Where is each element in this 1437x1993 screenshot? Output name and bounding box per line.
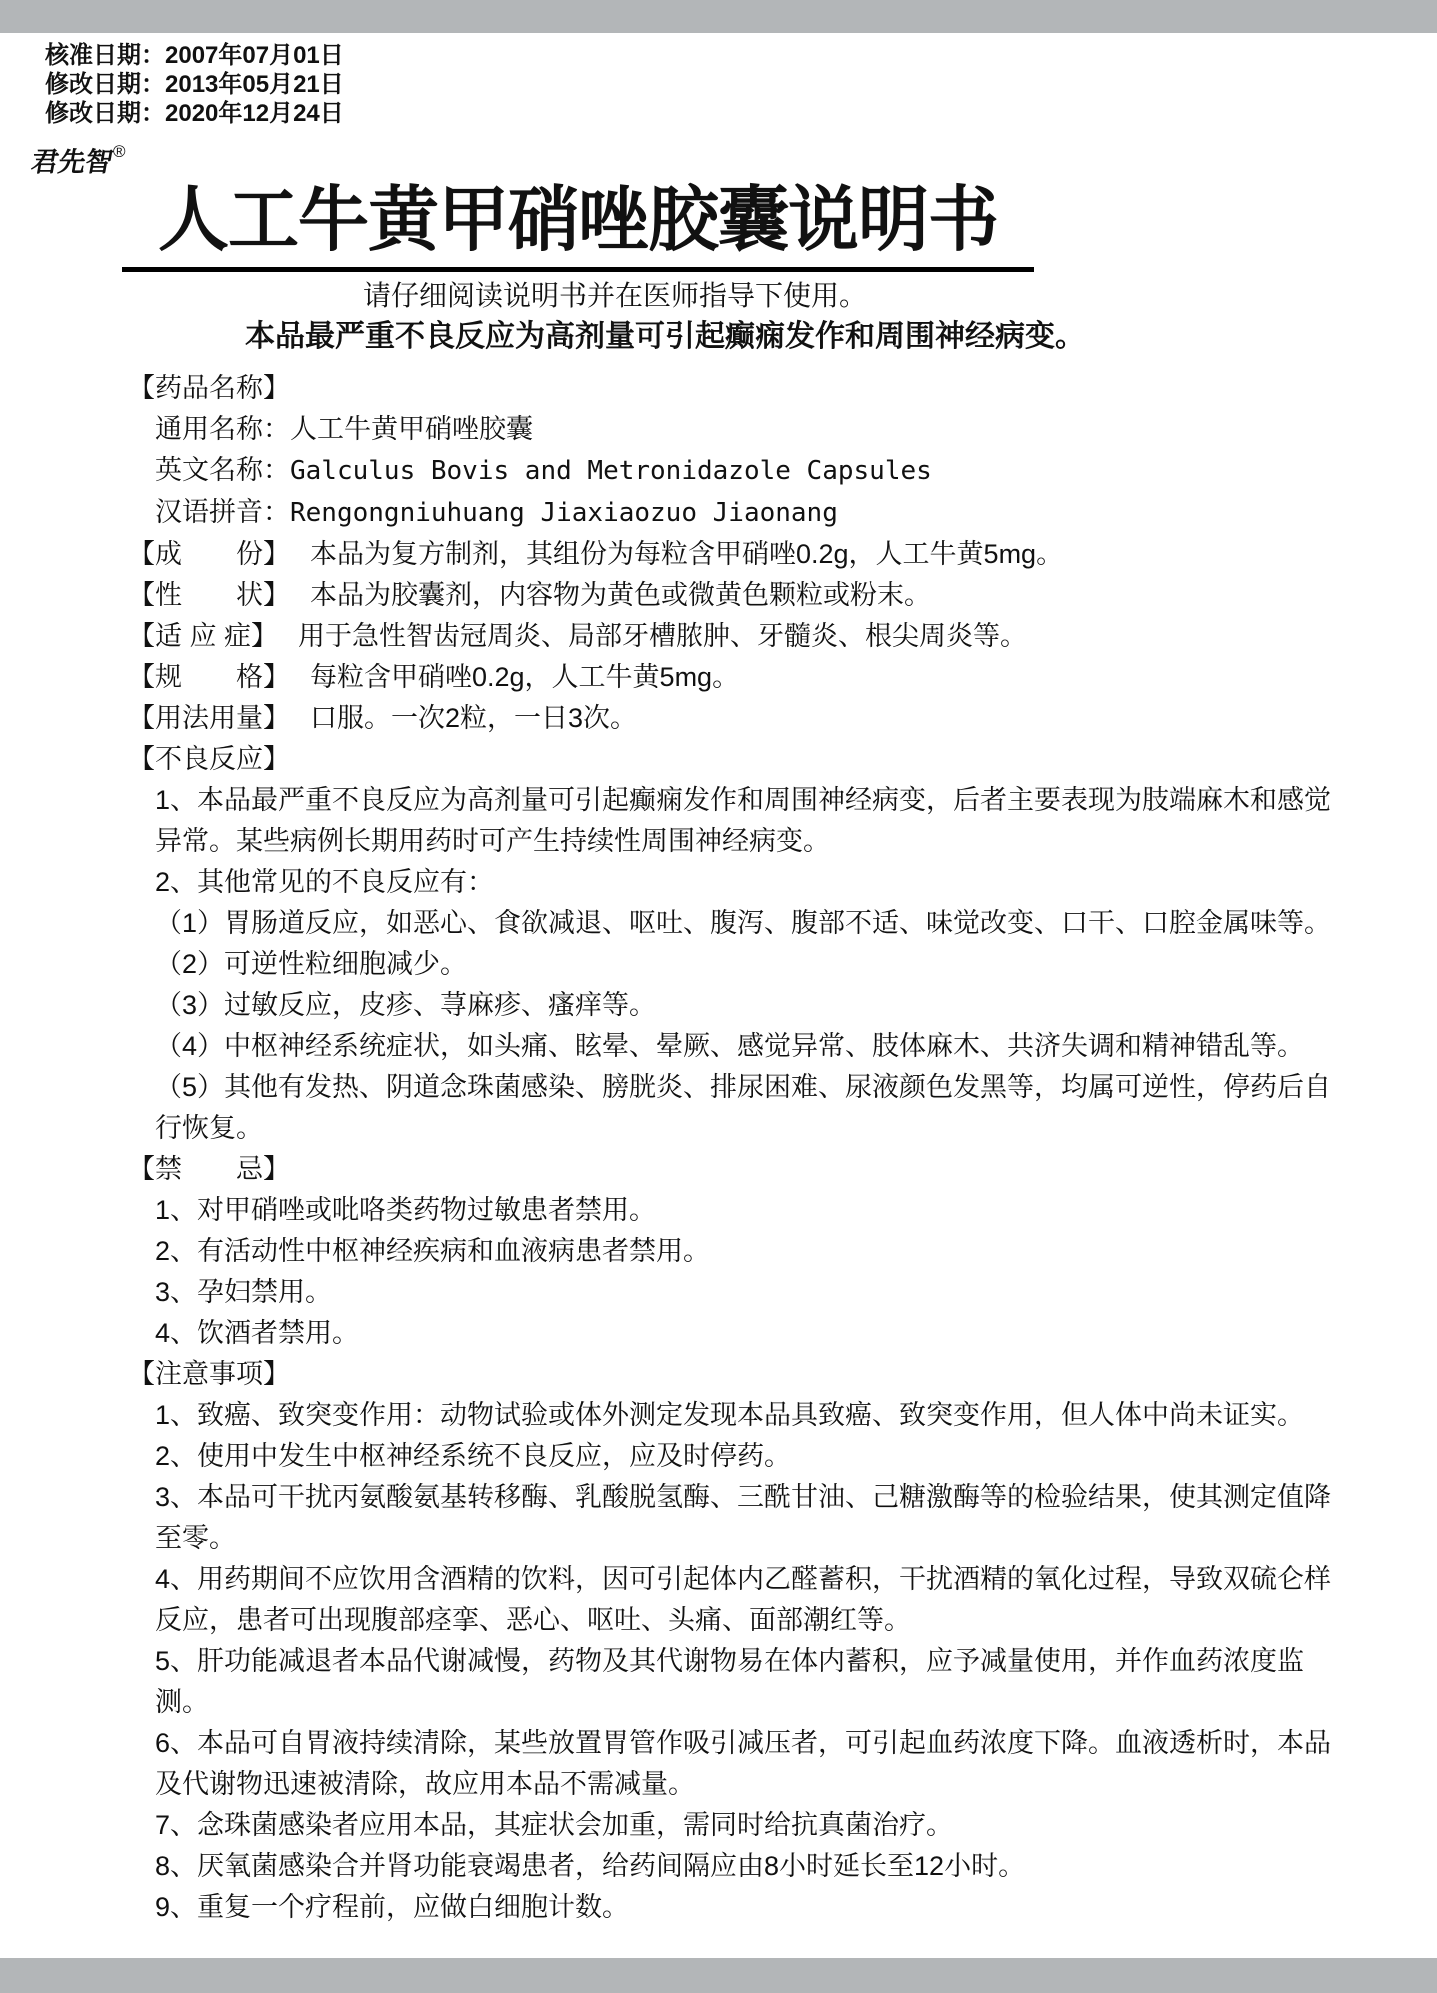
section-precautions-label: 【注意事项】 [128,1359,290,1389]
precaution-item: 1、致癌、致突变作用：动物试验或体外测定发现本品具致癌、致突变作用，但人体中尚未证实。 [155,1400,1305,1430]
english-name-row [155,450,1437,492]
precaution-item: 4、用药期间不应饮用含酒精的饮料，因可引起体内乙醛蓄积，干扰酒精的氧化过程，导致双硫仑样反应，患者可出现腹部痉挛、恶心、呕吐、头痛、面部潮红等。 [155,1564,1332,1635]
adverse-reaction-item: （4）中枢神经系统症状，如头痛、眩晕、晕厥、感觉异常、肢体麻木、共济失调和精神错乱等。 [155,1031,1305,1061]
precaution-item: 2、使用中发生中枢神经系统不良反应，应及时停药。 [155,1441,792,1471]
adverse-reaction-item: （2）可逆性粒细胞减少。 [155,949,468,979]
adverse-reaction-item: （5）其他有发热、阴道念珠菌感染、膀胱炎、排尿困难、尿液颜色发黑等，均属可逆性，停药后自行恢复。 [155,1072,1332,1143]
date-label: 修改日期： [45,71,165,98]
brand-logo [28,140,1437,179]
date-value: 2020年12月24日 [165,100,344,127]
field-indications [128,616,1437,657]
leaflet-body [128,368,1437,1928]
precaution-item: 8、厌氧菌感染合并肾功能衰竭患者，给药间隔应由8小时延长至12小时。 [155,1851,1026,1881]
date-value: 2007年07月01日 [165,42,344,69]
field-composition [128,534,1437,575]
adverse-reaction-item: 1、本品最严重不良反应为高剂量可引起癫痫发作和周围神经病变，后者主要表现为肢端麻木和感觉异常。某些病例长期用药时可产生持续性周围神经病变。 [155,785,1332,856]
title-block [0,179,1156,272]
approval-date-line [45,41,1437,70]
pinyin-name-row [155,492,1437,534]
bottom-gray-bar [0,1958,1437,1993]
precaution-item: 6、本品可自胃液持续清除，某些放置胃管作吸引减压者，可引起血药浓度下降。血液透析时，本品及代谢物迅速被清除，故应用本品不需减量。 [155,1728,1332,1799]
field-indications-label: 【适 应 症】 [128,621,279,651]
notice-read-instructions: 请仔细阅读说明书并在医师指导下使用。 [362,280,867,311]
page-title: 人工牛黄甲硝唑胶囊说明书 [122,181,1034,272]
adverse-reaction-item: 2、其他常见的不良反应有： [155,867,495,897]
field-dosage-text: 口服。一次2粒，一日3次。 [310,703,638,733]
pinyin-name-value: Rengongniuhuang Jiaxiaozuo Jiaonang [290,498,838,528]
contraindication-item: 2、有活动性中枢神经疾病和血液病患者禁用。 [155,1236,711,1266]
contraindication-item: 3、孕妇禁用。 [155,1277,333,1307]
top-gray-bar [0,0,1437,33]
field-description-label: 【性 状】 [128,580,290,610]
adverse-reaction-item: （1）胃肠道反应，如恶心、食欲减退、呕吐、腹泻、腹部不适、味觉改变、口干、口腔金属味等。 [155,908,1332,938]
section-adverse-reactions-label: 【不良反应】 [128,744,290,774]
revision-date-line [45,99,1437,128]
field-composition-text: 本品为复方制剂，其组份为每粒含甲硝唑0.2g，人工牛黄5mg。 [310,539,1064,569]
section-drug-name-label: 【药品名称】 [128,373,290,403]
date-label: 修改日期： [45,100,165,127]
field-description-text: 本品为胶囊剂，内容物为黄色或微黄色颗粒或粉末。 [310,580,931,610]
generic-name-value: 人工牛黄甲硝唑胶囊 [290,414,533,444]
brand-name: 君先智 [28,147,116,177]
registered-trademark-mark: ® [113,142,126,161]
contraindication-item: 4、饮酒者禁用。 [155,1318,360,1348]
precaution-item: 7、念珠菌感染者应用本品，其症状会加重，需同时给抗真菌治疗。 [155,1810,954,1840]
precaution-item: 5、肝功能减退者本品代谢减慢，药物及其代谢物易在体内蓄积，应予减量使用，并作血药浓度监测。 [155,1646,1305,1717]
date-label: 核准日期： [45,42,165,69]
revision-date-line [45,70,1437,99]
approval-dates [45,41,1437,128]
field-dosage [128,698,1437,739]
pinyin-name-key: 汉语拼音： [155,497,290,527]
field-dosage-label: 【用法用量】 [128,703,290,733]
field-indications-text: 用于急性智齿冠周炎、局部牙槽脓肿、牙髓炎、根尖周炎等。 [298,621,1028,651]
precaution-item: 3、本品可干扰丙氨酸氨基转移酶、乳酸脱氢酶、三酰甘油、己糖激酶等的检验结果，使其测定值降至零。 [155,1482,1332,1553]
adverse-reaction-item: （3）过敏反应，皮疹、荨麻疹、瘙痒等。 [155,990,657,1020]
field-composition-label: 【成 份】 [128,539,290,569]
notice-adverse-warning: 本品最严重不良反应为高剂量可引起癫痫发作和周围神经病变。 [245,320,1085,353]
date-value: 2013年05月21日 [165,71,344,98]
generic-name-key: 通用名称： [155,414,290,444]
field-strength [128,657,1437,698]
english-name-value: Galculus Bovis and Metronidazole Capsules [290,456,932,486]
field-strength-label: 【规 格】 [128,662,290,692]
contraindication-item: 1、对甲硝唑或吡咯类药物过敏患者禁用。 [155,1195,657,1225]
field-description [128,575,1437,616]
generic-name-row [155,409,1437,450]
field-strength-text: 每粒含甲硝唑0.2g，人工牛黄5mg。 [310,662,740,692]
section-contraindications-label: 【禁 忌】 [128,1154,290,1184]
english-name-key: 英文名称： [155,455,290,485]
precaution-item: 9、重复一个疗程前，应做白细胞计数。 [155,1892,630,1922]
